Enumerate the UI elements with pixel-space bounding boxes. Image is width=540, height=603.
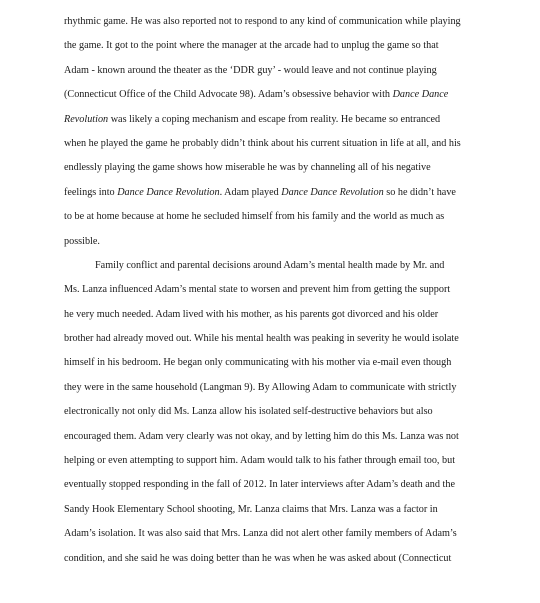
document-body <box>64 10 478 571</box>
text-line <box>64 230 478 254</box>
text-run: electronically not only did Ms. Lanza allow his isolated self-destructive behaviors but also <box>64 406 433 418</box>
text-run: Adam’s isolation. It was also said that Mrs. Lanza did not alert other family members of Adam’s <box>64 528 457 540</box>
text-run: possible. <box>64 235 100 247</box>
text-run: . Adam played <box>219 186 282 198</box>
text-run: helping or even attempting to support him. Adam would talk to his father through email too, but <box>64 455 456 467</box>
text-run: was likely a coping mechanism and escape from reality. He became so entranced <box>108 113 441 125</box>
text-run: so he didn’t have <box>383 186 456 198</box>
text-line <box>64 547 478 571</box>
text-line <box>64 132 478 156</box>
text-line <box>64 522 478 546</box>
text-line <box>64 59 478 83</box>
text-run: when he played the game he probably didn’t think about his current situation in life at all, and his <box>64 137 461 149</box>
italic-title-text: Dance Dance Revolution <box>281 186 384 198</box>
text-run: brother had already moved out. While his mental health was peaking in severity he would isolate <box>64 333 459 345</box>
text-run: condition, and she said he was doing better than he was when he was asked about (Connecticut <box>64 552 452 564</box>
text-line <box>64 278 478 302</box>
paragraph <box>64 10 478 254</box>
text-line <box>64 473 478 497</box>
text-run: feelings into <box>64 186 118 198</box>
text-line <box>64 205 478 229</box>
italic-title-text: Dance Dance <box>392 89 449 101</box>
text-line <box>64 376 478 400</box>
text-run: Family conflict and parental decisions around Adam’s mental health made by Mr. and <box>95 259 445 271</box>
text-run: encouraged them. Adam very clearly was not okay, and by letting him do this Ms. Lanza was not <box>64 430 459 442</box>
text-line <box>64 303 478 327</box>
text-run: he very much needed. Adam lived with his mother, as his parents got divorced and his older <box>64 308 439 320</box>
text-run: Sandy Hook Elementary School shooting, Mr. Lanza claims that Mrs. Lanza was a factor in <box>64 503 438 515</box>
text-run: Adam - known around the theater as the ‘DDR guy’ - would leave and not continue playing <box>64 64 437 76</box>
text-line <box>64 327 478 351</box>
text-line <box>64 83 478 107</box>
text-run: endlessly playing the game shows how miserable he was by channeling all of his negative <box>64 162 431 174</box>
text-run: rhythmic game. He was also reported not to respond to any kind of communication while playing <box>64 16 461 27</box>
text-run: Ms. Lanza influenced Adam’s mental state to worsen and prevent him from getting the support <box>64 284 451 296</box>
text-line <box>64 10 478 34</box>
text-line <box>64 34 478 58</box>
text-line <box>64 400 478 424</box>
italic-title-text: Dance Dance Revolution <box>117 186 220 198</box>
text-line <box>64 425 478 449</box>
text-line <box>64 156 478 180</box>
text-line <box>64 498 478 522</box>
italic-title-text: Revolution <box>64 113 109 125</box>
text-run: (Connecticut Office of the Child Advocate 98). Adam’s obsessive behavior with <box>64 89 393 101</box>
text-run: eventually stopped responding in the fall of 2012. In later interviews after Adam’s death and the <box>64 479 455 491</box>
text-run: they were in the same household (Langman 9). By Allowing Adam to communicate with strictly <box>64 381 457 393</box>
text-line <box>64 254 478 278</box>
text-line <box>64 108 478 132</box>
text-run: the game. It got to the point where the manager at the arcade had to unplug the game so that <box>64 40 439 52</box>
text-run: himself in his bedroom. He began only communicating with his mother via e-mail even though <box>64 357 452 369</box>
text-line <box>64 351 478 375</box>
paragraph <box>64 254 478 571</box>
text-run: to be at home because at home he secluded himself from his family and the world as much as <box>64 211 445 223</box>
text-line <box>64 181 478 205</box>
text-line <box>64 449 478 473</box>
